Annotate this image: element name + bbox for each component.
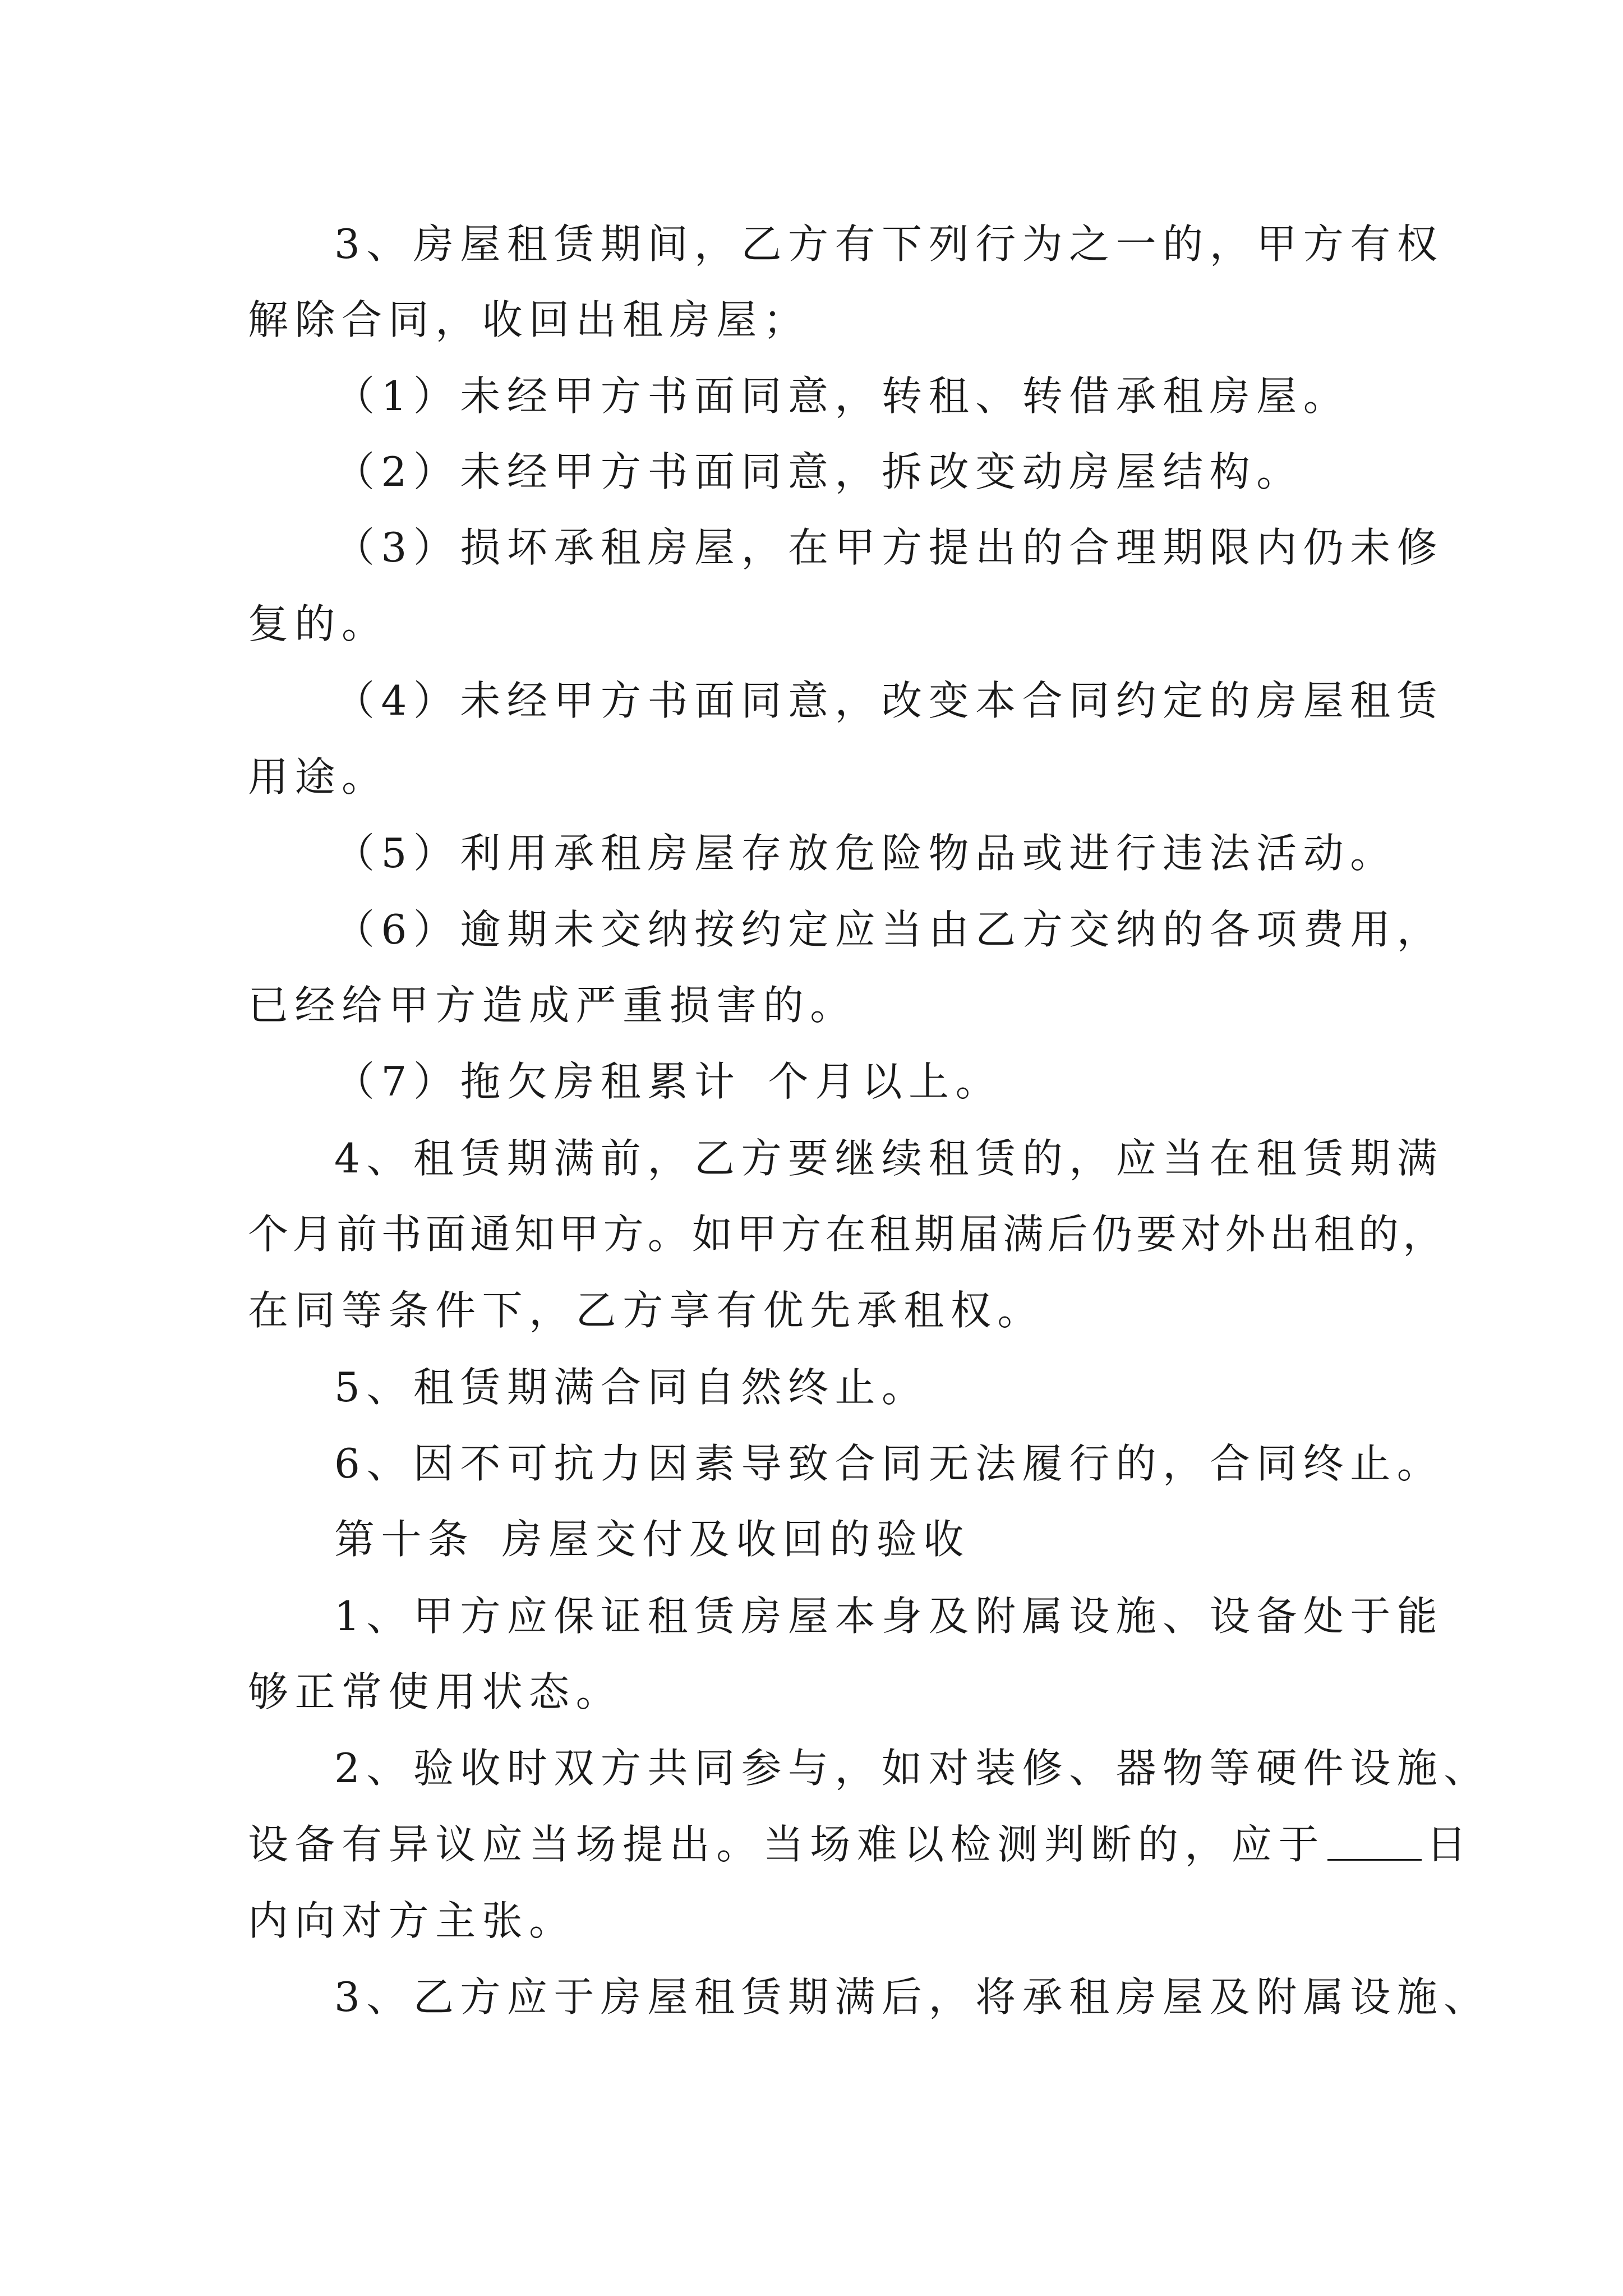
paragraph-line: （5）利用承租房屋存放危险物品或进行违法活动。 bbox=[334, 830, 1397, 877]
paragraph-line: （4）未经甲方书面同意，改变本合同约定的房屋租赁 bbox=[334, 677, 1444, 724]
heading-number: 第十条 bbox=[334, 1516, 475, 1563]
paragraph-line: 在同等条件下，乙方享有优先承租权。 bbox=[248, 1287, 1044, 1334]
line-text: （7）拖欠房租累计 bbox=[334, 1058, 741, 1105]
paragraph-line: 解除合同，收回出租房屋； bbox=[248, 296, 810, 343]
heading-title: 房屋交付及收回的验收 bbox=[501, 1516, 970, 1563]
paragraph-line: 3、房屋租赁期间，乙方有下列行为之一的，甲方有权 bbox=[334, 220, 1444, 268]
paragraph-line: 个月前书面通知甲方。如甲方在租期届满后仍要对外出租的， bbox=[248, 1211, 1447, 1258]
paragraph-line: 复的。 bbox=[248, 600, 389, 647]
paragraph-line: （1）未经甲方书面同意，转租、转借承租房屋。 bbox=[334, 372, 1350, 420]
paragraph-line: 1、甲方应保证租赁房屋本身及附属设施、设备处于能 bbox=[334, 1593, 1444, 1640]
paragraph-line: 6、因不可抗力因素导致合同无法履行的，合同终止。 bbox=[334, 1440, 1444, 1487]
line-text: 日 bbox=[1426, 1821, 1473, 1868]
paragraph-line: 够正常使用状态。 bbox=[248, 1668, 623, 1715]
paragraph-line: （3）损坏承租房屋，在甲方提出的合理期限内仍未修 bbox=[334, 524, 1444, 571]
paragraph-line: （6）逾期未交纳按约定应当由乙方交纳的各项费用， bbox=[334, 906, 1444, 953]
paragraph-line: 2、验收时双方共同参与，如对装修、器物等硬件设施、 bbox=[334, 1745, 1491, 1792]
section-heading bbox=[334, 1503, 970, 1576]
paragraph-line: 4、租赁期满前，乙方要继续租赁的，应当在租赁期满 bbox=[334, 1135, 1444, 1182]
line-text: 设备有异议应当场提出。当场难以检测判断的，应于 bbox=[248, 1821, 1325, 1868]
paragraph-line: 用途。 bbox=[248, 753, 389, 800]
paragraph-line: 3、乙方应于房屋租赁期满后，将承租房屋及附属设施、 bbox=[334, 1973, 1491, 2021]
fill-in-blank[interactable] bbox=[1327, 1825, 1422, 1861]
paragraph-line: 已经给甲方造成严重损害的。 bbox=[248, 982, 857, 1029]
paragraph-line: 内向对方主张。 bbox=[248, 1897, 576, 1944]
paragraph-line: （2）未经甲方书面同意，拆改变动房屋结构。 bbox=[334, 448, 1303, 495]
paragraph-line bbox=[334, 1045, 1002, 1118]
paragraph-line bbox=[248, 1808, 1473, 1881]
paragraph-line: 5、租赁期满合同自然终止。 bbox=[334, 1364, 929, 1411]
line-text: 个月以上。 bbox=[768, 1058, 1003, 1105]
